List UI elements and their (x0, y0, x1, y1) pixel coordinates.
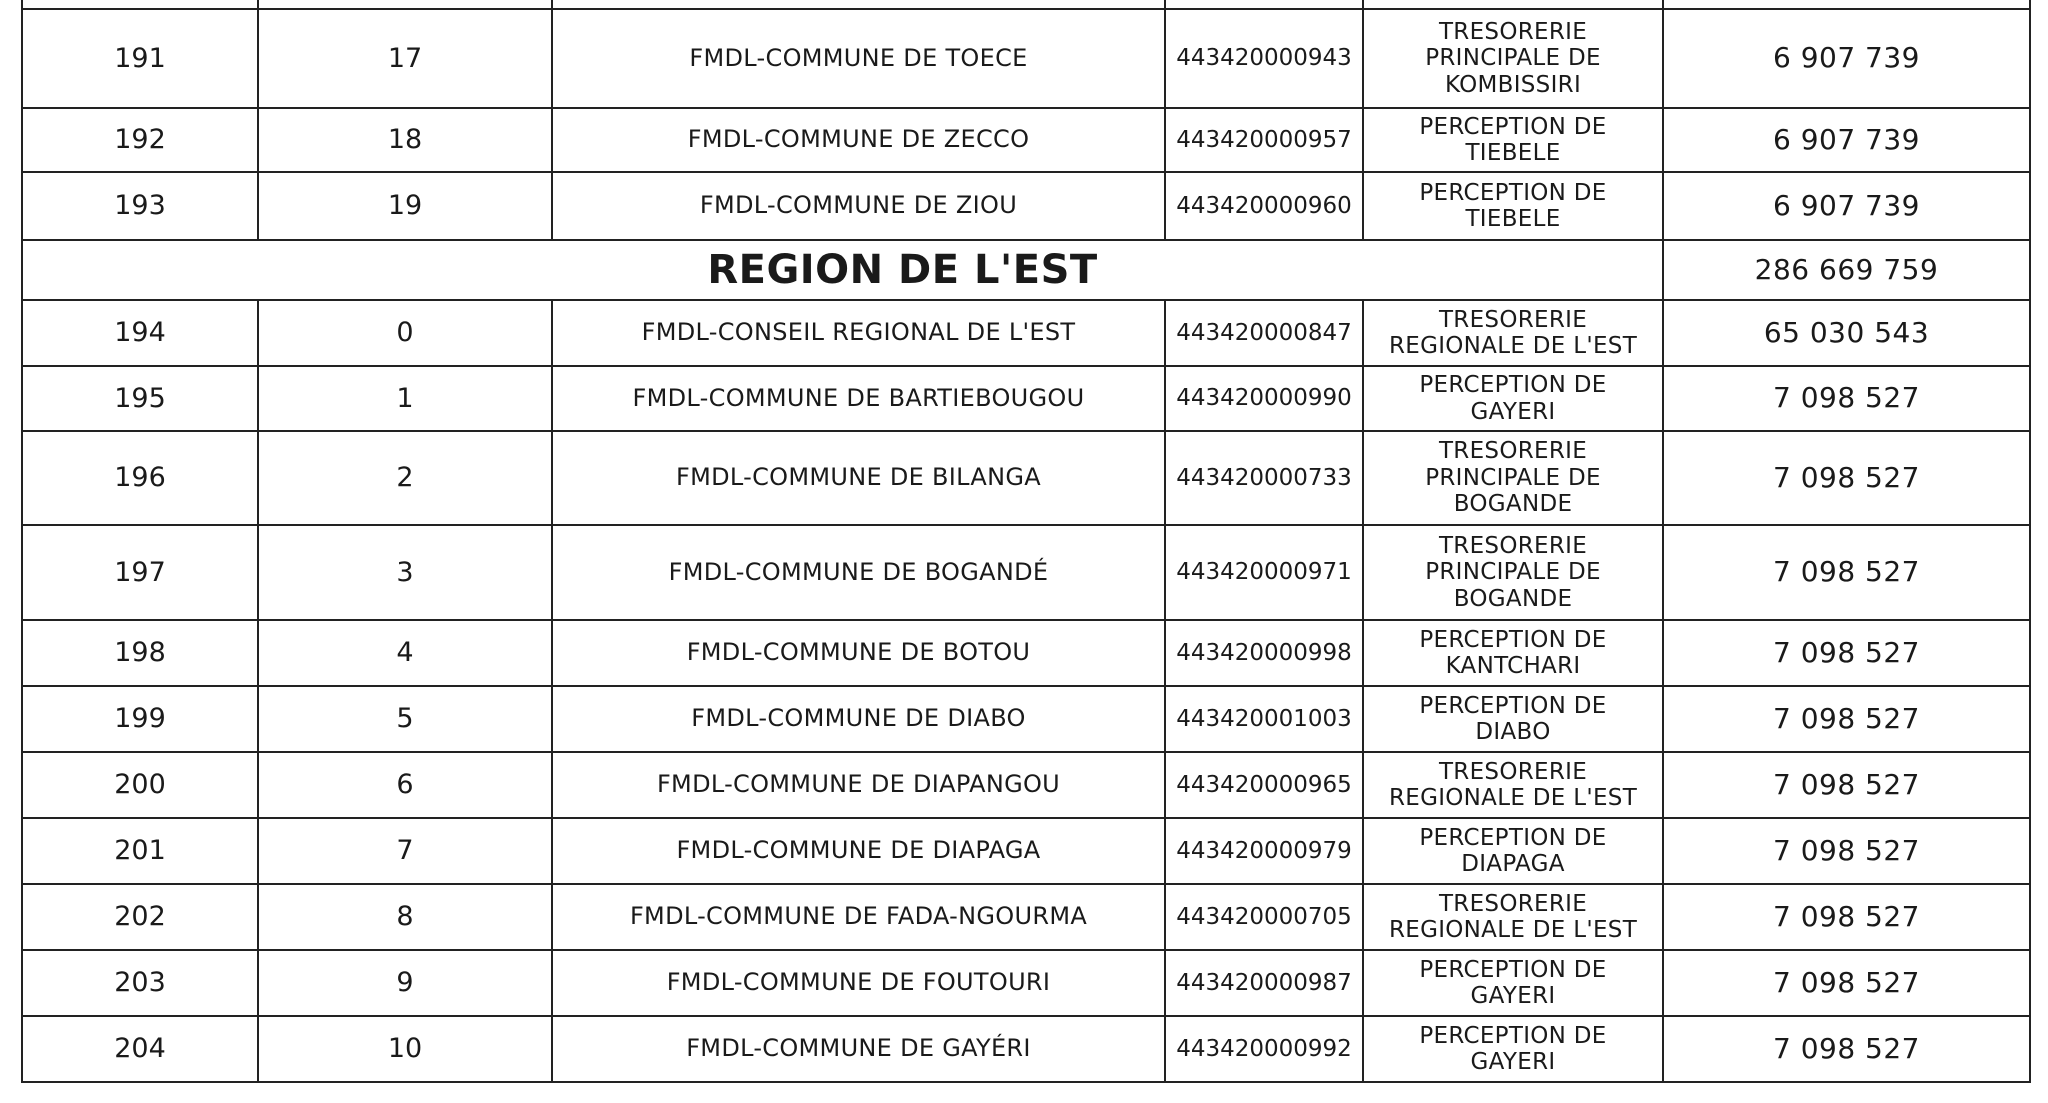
table-row (22, 1016, 2030, 1082)
paying-office-cell (1363, 9, 1663, 108)
beneficiary-name-cell: FMDL-COMMUNE DE BOTOU (552, 620, 1165, 686)
row-number-cell: 197 (22, 525, 258, 620)
paying-office-line: REGIONALE DE L'EST (1388, 785, 1638, 811)
beneficiary-name-cell: FMDL-COMMUNE DE ZECCO (552, 108, 1165, 172)
region-title: REGION DE L'EST (22, 240, 1663, 300)
paying-office-line: GAYERI (1470, 983, 1556, 1009)
beneficiary-name-cell: FMDL-COMMUNE DE TOECE (552, 9, 1165, 108)
stub-cell (22, 0, 258, 9)
table-row (22, 950, 2030, 1016)
paying-office-line: PERCEPTION DE (1419, 626, 1607, 653)
table-row (22, 9, 2030, 108)
beneficiary-name-cell: FMDL-COMMUNE DE FADA-NGOURMA (552, 884, 1165, 950)
amount-cell: 7 098 527 (1663, 950, 2030, 1016)
row-number-cell: 196 (22, 431, 258, 525)
beneficiary-name-cell: FMDL-COMMUNE DE FOUTOURI (552, 950, 1165, 1016)
row-rank-cell: 6 (258, 752, 552, 818)
row-rank-cell: 17 (258, 9, 552, 108)
paying-office-line: TRESORERIE (1438, 890, 1588, 917)
paying-office-cell (1363, 818, 1663, 884)
beneficiary-name-cell: FMDL-COMMUNE DE BILANGA (552, 431, 1165, 525)
paying-office-line: TRESORERIE (1438, 306, 1588, 333)
table-row (22, 366, 2030, 431)
table-row (22, 620, 2030, 686)
paying-office-cell (1363, 686, 1663, 752)
paying-office-line: DIAPAGA (1461, 851, 1565, 877)
beneficiary-name-cell: FMDL-COMMUNE DE DIAPANGOU (552, 752, 1165, 818)
account-number-cell: 443420000979 (1165, 818, 1363, 884)
row-rank-cell: 7 (258, 818, 552, 884)
row-rank-cell: 19 (258, 172, 552, 240)
account-number-cell: 443420000733 (1165, 431, 1363, 525)
region-header-row (22, 240, 2030, 300)
paying-office-line: BOGANDE (1453, 491, 1573, 518)
table-row (22, 108, 2030, 172)
paying-office-cell (1363, 108, 1663, 172)
amount-cell: 7 098 527 (1663, 818, 2030, 884)
paying-office-line: GAYERI (1470, 398, 1556, 425)
amount-cell: 6 907 739 (1663, 108, 2030, 172)
paying-office-cell (1363, 884, 1663, 950)
allocation-table (21, 0, 2031, 1083)
stub-cell (1363, 0, 1663, 9)
beneficiary-name-cell: FMDL-COMMUNE DE ZIOU (552, 172, 1165, 240)
account-number-cell: 443420000847 (1165, 300, 1363, 366)
stub-cell (552, 0, 1165, 9)
amount-cell: 7 098 527 (1663, 525, 2030, 620)
row-rank-cell: 4 (258, 620, 552, 686)
account-number-cell: 443420001003 (1165, 686, 1363, 752)
paying-office-cell (1363, 431, 1663, 525)
table-row (22, 172, 2030, 240)
table-row (22, 752, 2030, 818)
row-rank-cell: 0 (258, 300, 552, 366)
paying-office-line: TRESORERIE (1438, 18, 1588, 45)
stub-cell (1663, 0, 2030, 9)
amount-cell: 7 098 527 (1663, 686, 2030, 752)
paying-office-cell (1363, 172, 1663, 240)
beneficiary-name-cell: FMDL-COMMUNE DE GAYÉRI (552, 1016, 1165, 1082)
row-number-cell: 192 (22, 108, 258, 172)
paying-office-cell (1363, 950, 1663, 1016)
row-rank-cell: 1 (258, 366, 552, 431)
paying-office-line: PRINCIPALE DE (1425, 559, 1601, 586)
page-bottom-margin (0, 1085, 2048, 1103)
account-number-cell: 443420000992 (1165, 1016, 1363, 1082)
paying-office-line: TIEBELE (1465, 206, 1561, 232)
table-row (22, 884, 2030, 950)
table-row (22, 686, 2030, 752)
row-rank-cell: 5 (258, 686, 552, 752)
row-rank-cell: 3 (258, 525, 552, 620)
allocation-table-body (22, 0, 2030, 1082)
row-rank-cell: 8 (258, 884, 552, 950)
amount-cell: 6 907 739 (1663, 9, 2030, 108)
paying-office-line: PERCEPTION DE (1419, 113, 1607, 140)
paying-office-line: PERCEPTION DE (1419, 179, 1607, 206)
amount-cell: 7 098 527 (1663, 752, 2030, 818)
beneficiary-name-cell: FMDL-CONSEIL REGIONAL DE L'EST (552, 300, 1165, 366)
row-number-cell: 191 (22, 9, 258, 108)
amount-cell: 7 098 527 (1663, 620, 2030, 686)
beneficiary-name-cell: FMDL-COMMUNE DE DIAPAGA (552, 818, 1165, 884)
row-number-cell: 198 (22, 620, 258, 686)
amount-cell: 7 098 527 (1663, 884, 2030, 950)
paying-office-cell (1363, 1016, 1663, 1082)
row-number-cell: 195 (22, 366, 258, 431)
paying-office-cell (1363, 366, 1663, 431)
paying-office-line: PERCEPTION DE (1419, 824, 1607, 851)
paying-office-line: REGIONALE DE L'EST (1388, 333, 1638, 359)
table-row (22, 818, 2030, 884)
row-number-cell: 194 (22, 300, 258, 366)
paying-office-line: PERCEPTION DE (1419, 956, 1607, 983)
paying-office-line: PERCEPTION DE (1419, 692, 1607, 719)
table-row (22, 431, 2030, 525)
row-rank-cell: 18 (258, 108, 552, 172)
amount-cell: 65 030 543 (1663, 300, 2030, 366)
paying-office-line: TRESORERIE (1438, 758, 1588, 785)
row-rank-cell: 9 (258, 950, 552, 1016)
table-row (22, 300, 2030, 366)
paying-office-line: DIABO (1475, 719, 1551, 745)
amount-cell: 7 098 527 (1663, 431, 2030, 525)
table-row (22, 525, 2030, 620)
row-number-cell: 201 (22, 818, 258, 884)
account-number-cell: 443420000705 (1165, 884, 1363, 950)
account-number-cell: 443420000957 (1165, 108, 1363, 172)
paying-office-line: REGIONALE DE L'EST (1388, 917, 1638, 943)
account-number-cell: 443420000987 (1165, 950, 1363, 1016)
paying-office-line: PRINCIPALE DE (1425, 45, 1601, 72)
account-number-cell: 443420000971 (1165, 525, 1363, 620)
account-number-cell: 443420000990 (1165, 366, 1363, 431)
amount-cell: 7 098 527 (1663, 1016, 2030, 1082)
account-number-cell: 443420000998 (1165, 620, 1363, 686)
paying-office-line: BOGANDE (1453, 585, 1573, 612)
paying-office-cell (1363, 752, 1663, 818)
paying-office-cell (1363, 300, 1663, 366)
stub-cell (258, 0, 552, 9)
table-top-stub-row (22, 0, 2030, 9)
row-number-cell: 200 (22, 752, 258, 818)
paying-office-line: TIEBELE (1465, 140, 1561, 166)
paying-office-line: PRINCIPALE DE (1425, 464, 1601, 491)
row-number-cell: 204 (22, 1016, 258, 1082)
row-rank-cell: 2 (258, 431, 552, 525)
paying-office-line: KANTCHARI (1445, 653, 1581, 679)
paying-office-line: PERCEPTION DE (1419, 372, 1607, 399)
amount-cell: 6 907 739 (1663, 172, 2030, 240)
paying-office-cell (1363, 525, 1663, 620)
paying-office-line: TRESORERIE (1438, 438, 1588, 465)
paying-office-line: TRESORERIE (1438, 532, 1588, 559)
row-number-cell: 199 (22, 686, 258, 752)
beneficiary-name-cell: FMDL-COMMUNE DE DIABO (552, 686, 1165, 752)
account-number-cell: 443420000965 (1165, 752, 1363, 818)
paying-office-line: PERCEPTION DE (1419, 1022, 1607, 1049)
beneficiary-name-cell: FMDL-COMMUNE DE BARTIEBOUGOU (552, 366, 1165, 431)
region-total-amount: 286 669 759 (1663, 240, 2030, 300)
paying-office-cell (1363, 620, 1663, 686)
account-number-cell: 443420000960 (1165, 172, 1363, 240)
paying-office-line: GAYERI (1470, 1049, 1556, 1075)
amount-cell: 7 098 527 (1663, 366, 2030, 431)
row-number-cell: 193 (22, 172, 258, 240)
paying-office-line: KOMBISSIRI (1444, 71, 1582, 98)
row-number-cell: 203 (22, 950, 258, 1016)
beneficiary-name-cell: FMDL-COMMUNE DE BOGANDÉ (552, 525, 1165, 620)
account-number-cell: 443420000943 (1165, 9, 1363, 108)
row-number-cell: 202 (22, 884, 258, 950)
row-rank-cell: 10 (258, 1016, 552, 1082)
stub-cell (1165, 0, 1363, 9)
